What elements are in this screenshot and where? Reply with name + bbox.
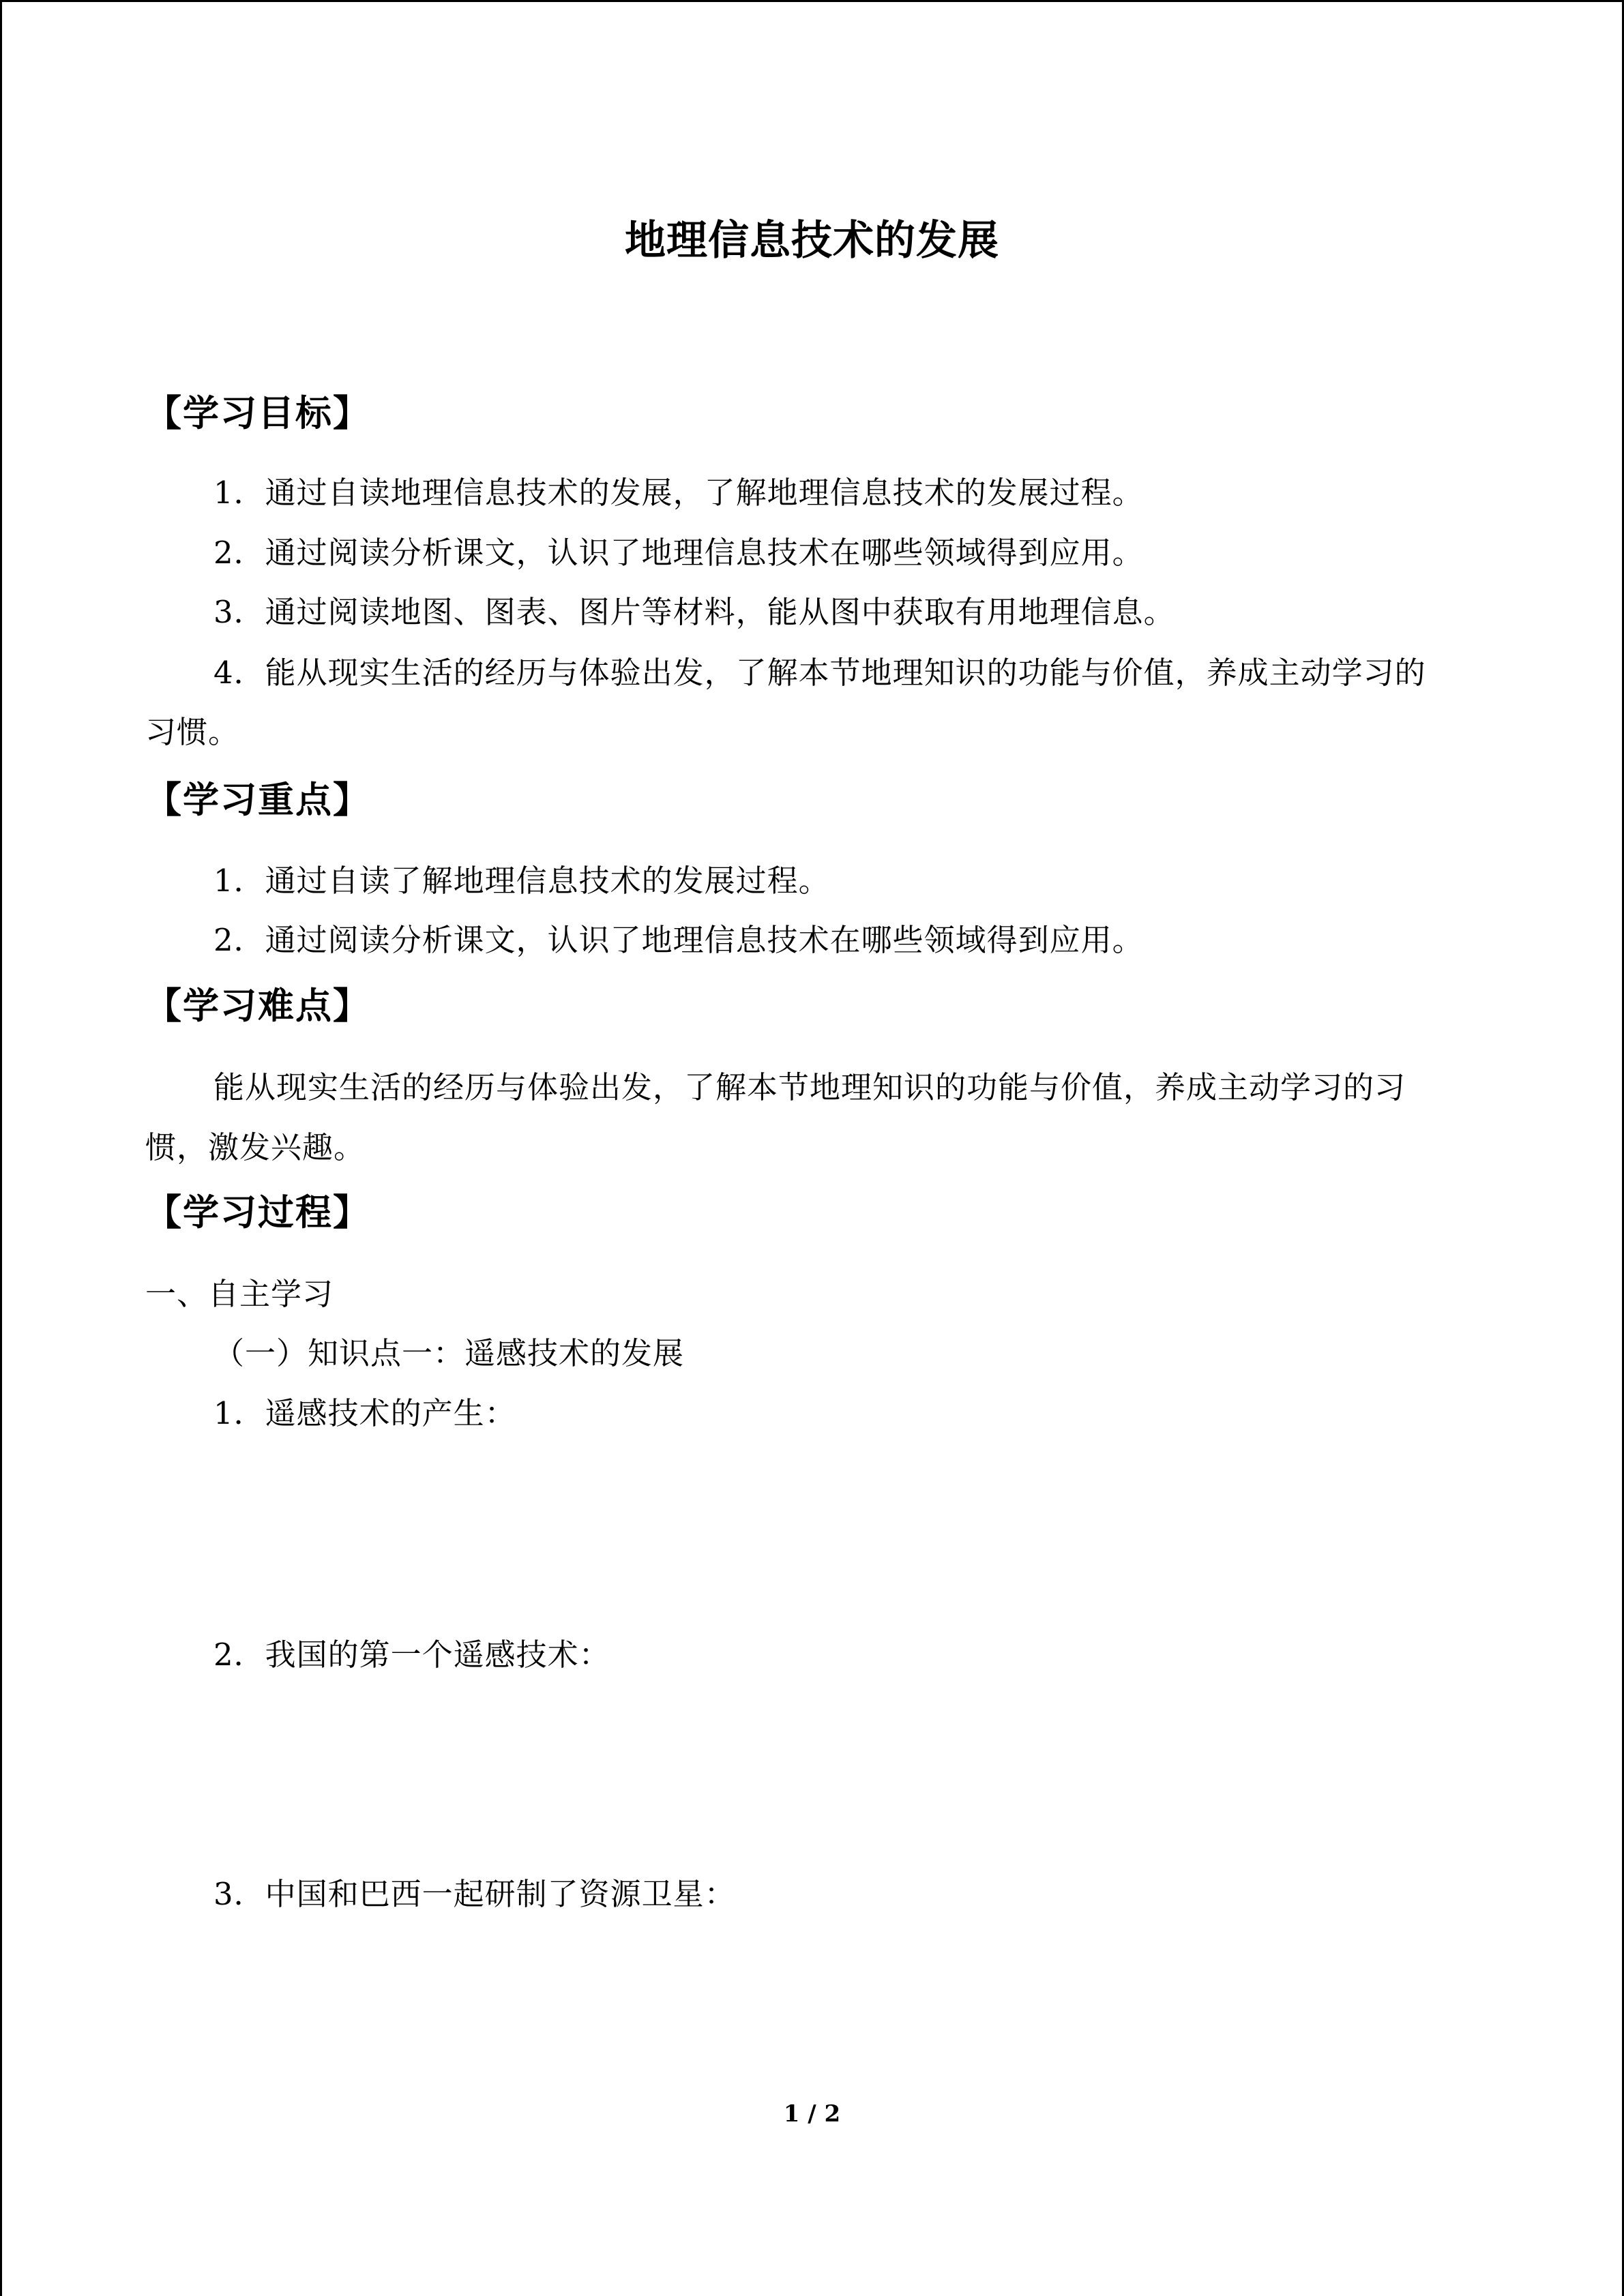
difficulty-line-1: 能从现实生活的经历与体验出发，了解本节地理知识的功能与价值，养成主动学习的习: [213, 1069, 1406, 1105]
objective-item-2: 2．通过阅读分析课文，认识了地理信息技术在哪些领域得到应用。: [213, 535, 1144, 571]
page-title: 地理信息技术的发展: [625, 217, 999, 265]
objective-item-4: 4．能从现实生活的经历与体验出发，了解本节地理知识的功能与价值，养成主动学习的: [213, 655, 1426, 691]
difficulty-line-2: 惯，激发兴趣。: [145, 1129, 366, 1165]
heading-difficulties: 【学习难点】: [145, 985, 370, 1027]
self-study-label: 一、自主学习: [145, 1276, 334, 1312]
question-1: 1．遥感技术的产生：: [213, 1395, 516, 1431]
objective-item-4-continued: 习惯。: [145, 714, 240, 750]
page-border-top: [0, 0, 1624, 2]
question-3: 3．中国和巴西一起研制了资源卫星：: [213, 1876, 736, 1912]
objective-item-3: 3．通过阅读地图、图表、图片等材料，能从图中获取有用地理信息。: [213, 594, 1175, 630]
heading-objectives: 【学习目标】: [145, 392, 370, 434]
knowledge-point-1: （一）知识点一：遥感技术的发展: [213, 1335, 685, 1371]
page-number: 1 / 2: [783, 2100, 841, 2128]
key-point-item-2: 2．通过阅读分析课文，认识了地理信息技术在哪些领域得到应用。: [213, 922, 1144, 958]
question-2: 2．我国的第一个遥感技术：: [213, 1637, 610, 1673]
objective-item-1: 1．通过自读地理信息技术的发展，了解地理信息技术的发展过程。: [213, 475, 1144, 511]
key-point-item-1: 1．通过自读了解地理信息技术的发展过程。: [213, 863, 830, 899]
page-border-left: [0, 0, 2, 2296]
heading-process: 【学习过程】: [145, 1191, 370, 1234]
heading-key-points: 【学习重点】: [145, 779, 370, 821]
